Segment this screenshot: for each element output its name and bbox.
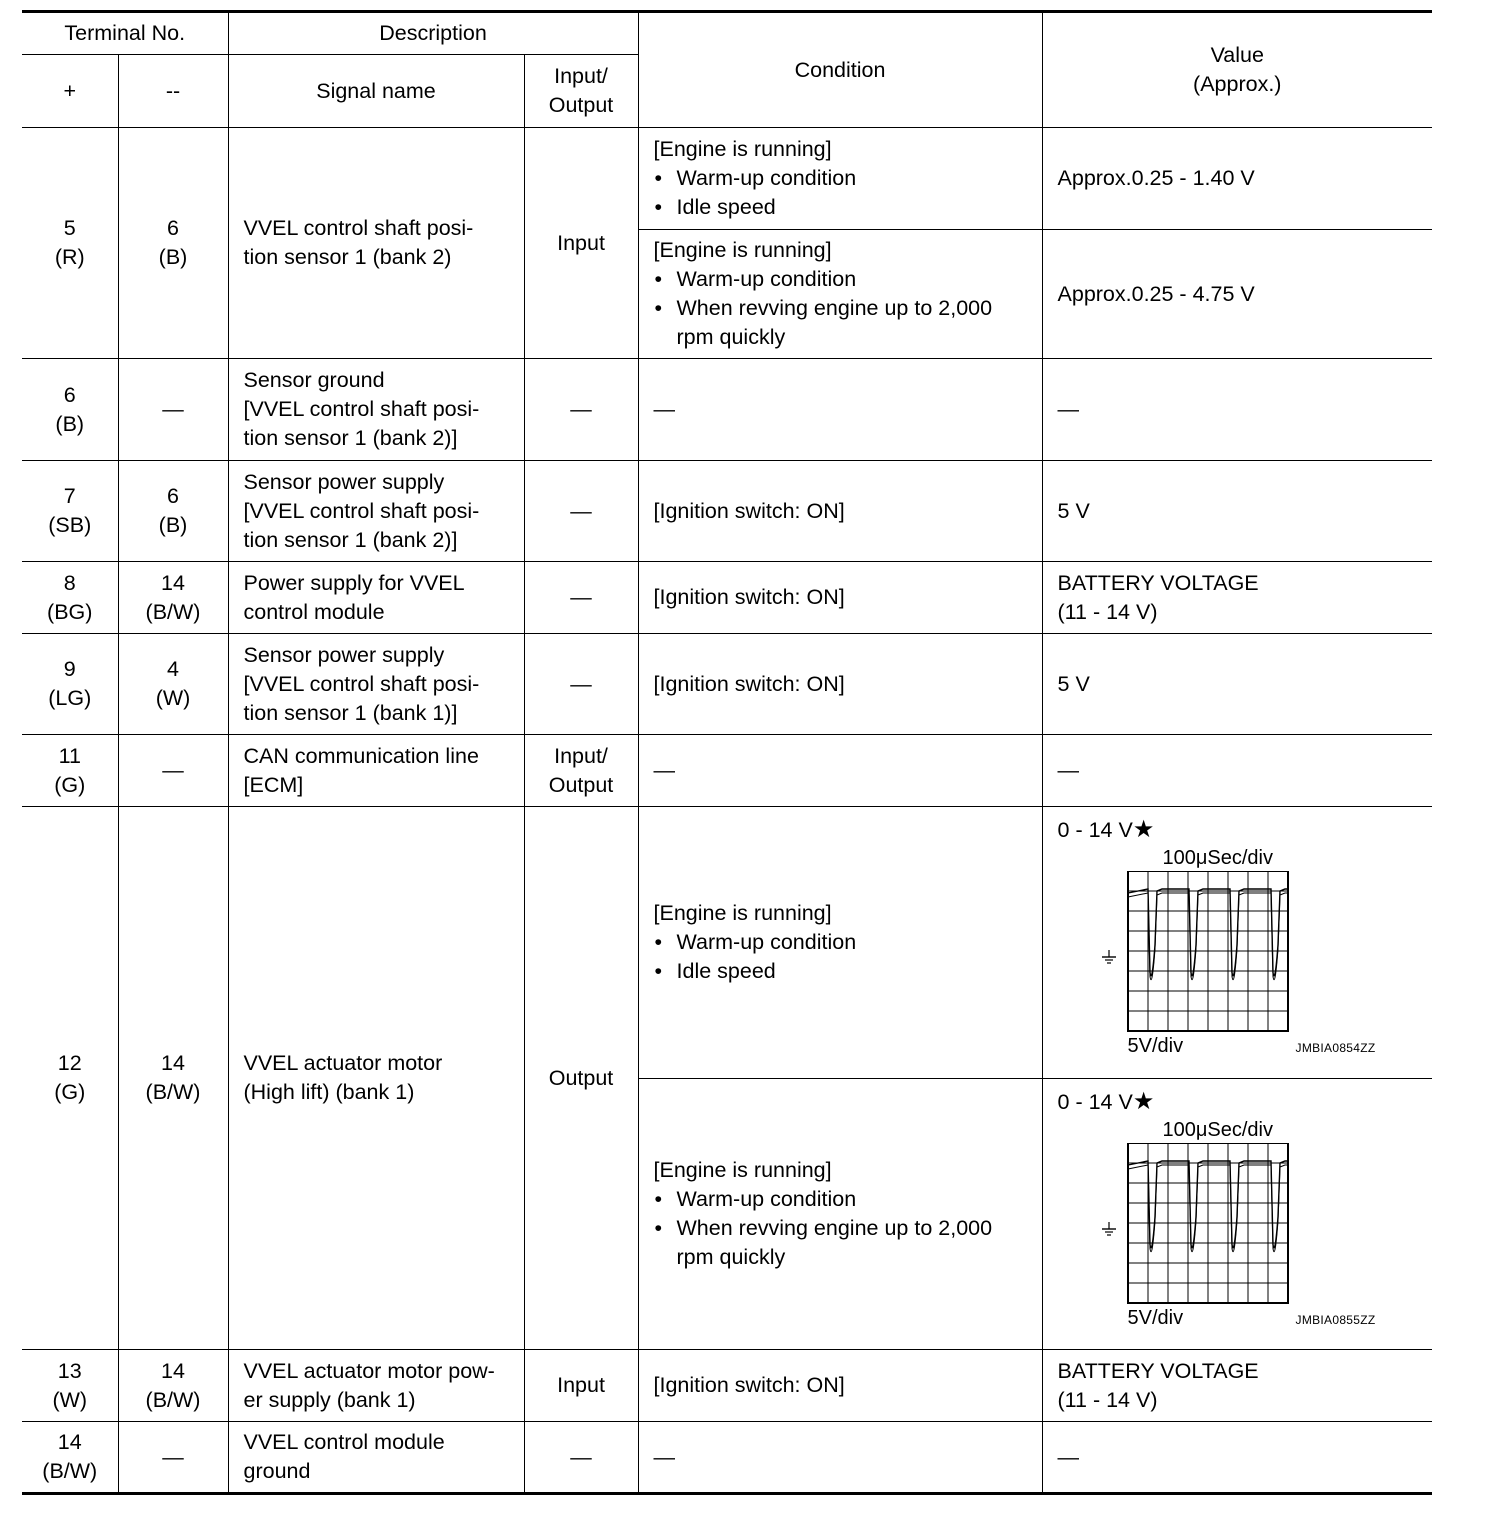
value-cell: BATTERY VOLTAGE (11 - 14 V): [1042, 1350, 1432, 1422]
oscilloscope-screen: [1058, 1143, 1298, 1309]
signal-name: Sensor power supply [VVEL control shaft posi- tion sensor 1 (bank 2)]: [228, 461, 524, 562]
condition-cell: [638, 128, 1042, 230]
figure-code: JMBIA0855ZZ: [1295, 1313, 1376, 1327]
condition-bullet: • Warm-up condition: [654, 265, 1036, 294]
input-output: —: [524, 1422, 638, 1494]
time-division-label: 100μSec/div: [1162, 1119, 1273, 1141]
input-output: —: [524, 359, 638, 461]
signal-name: Sensor power supply [VVEL control shaft posi- tion sensor 1 (bank 1)]: [228, 634, 524, 735]
condition-cell: —: [638, 1422, 1042, 1494]
terminal-minus: —: [118, 735, 228, 807]
range-label: 0 - 14 V: [1057, 1090, 1133, 1114]
header-signal-name: Signal name: [228, 55, 524, 128]
value-cell: Approx.0.25 - 1.40 V: [1042, 128, 1432, 230]
value-cell: Approx.0.25 - 4.75 V: [1042, 230, 1432, 359]
condition-cell: [Ignition switch: ON]: [638, 461, 1042, 562]
input-output: Input/ Output: [524, 735, 638, 807]
input-output: Output: [524, 807, 638, 1350]
header-value: Value (Approx.): [1042, 12, 1432, 128]
condition-head: [Engine is running]: [653, 1158, 832, 1182]
oscilloscope-waveform: [1058, 1119, 1388, 1329]
time-division-label: 100μSec/div: [1162, 847, 1273, 869]
terminal-minus: —: [118, 359, 228, 461]
terminal-plus: 11 (G): [22, 735, 118, 807]
voltage-division-label: 5V/div: [1127, 1035, 1184, 1057]
waveform-range: [1058, 815, 1427, 845]
terminal-plus: 5 (R): [22, 128, 118, 359]
condition-bullet: • Idle speed: [654, 193, 1036, 222]
condition-bullet: • Warm-up condition: [654, 164, 1036, 193]
signal-name: Sensor ground [VVEL control shaft posi- tion sensor 1 (bank 2)]: [228, 359, 524, 461]
input-output: Input: [524, 128, 638, 359]
voltage-division-label: 5V/div: [1127, 1307, 1184, 1329]
waveform-range: [1058, 1087, 1427, 1117]
signal-name: Power supply for VVEL control module: [228, 562, 524, 634]
oscilloscope-waveform: [1058, 847, 1388, 1057]
signal-name: VVEL control shaft posi- tion sensor 1 (bank 2): [228, 128, 524, 359]
table-row: [22, 461, 1432, 562]
condition-cell: [638, 1079, 1042, 1350]
range-label: 0 - 14 V: [1057, 818, 1133, 842]
table-row: [22, 1350, 1432, 1422]
terminal-minus: 14 (B/W): [118, 807, 228, 1350]
value-cell: [1042, 1079, 1432, 1350]
terminal-plus: 7 (SB): [22, 461, 118, 562]
input-output: Input: [524, 1350, 638, 1422]
table-row: [22, 128, 1432, 230]
input-output: —: [524, 562, 638, 634]
table-row: [22, 1422, 1432, 1494]
condition-bullet: • Warm-up condition: [654, 928, 1036, 957]
signal-name: VVEL actuator motor pow- er supply (bank 1): [228, 1350, 524, 1422]
terminal-minus: 14 (B/W): [118, 1350, 228, 1422]
terminal-plus: 14 (B/W): [22, 1422, 118, 1494]
header-input-output: Input/ Output: [524, 55, 638, 128]
terminal-plus: 13 (W): [22, 1350, 118, 1422]
header-terminal-no: Terminal No.: [22, 12, 228, 55]
terminal-minus: 14 (B/W): [118, 562, 228, 634]
terminal-plus: 8 (BG): [22, 562, 118, 634]
value-cell: [1042, 807, 1432, 1079]
condition-cell: [638, 230, 1042, 359]
figure-code: JMBIA0854ZZ: [1295, 1041, 1376, 1055]
condition-bullet: • Idle speed: [654, 957, 1036, 986]
condition-cell: [638, 807, 1042, 1079]
condition-cell: —: [638, 735, 1042, 807]
condition-bullet: • Warm-up condition: [654, 1185, 1036, 1214]
value-cell: —: [1042, 735, 1432, 807]
star-icon: ★: [1132, 816, 1155, 843]
terminal-minus: —: [118, 1422, 228, 1494]
condition-head: [Engine is running]: [653, 137, 832, 161]
header-minus: --: [118, 55, 228, 128]
terminal-minus: 6 (B): [118, 128, 228, 359]
terminal-plus: 6 (B): [22, 359, 118, 461]
value-cell: —: [1042, 1422, 1432, 1494]
terminal-spec-table: [22, 10, 1432, 1495]
table-row: [22, 735, 1432, 807]
condition-head: [Engine is running]: [653, 238, 832, 262]
condition-cell: —: [638, 359, 1042, 461]
table-row: [22, 359, 1432, 461]
condition-head: [Engine is running]: [653, 901, 832, 925]
value-cell: 5 V: [1042, 461, 1432, 562]
table-row: [22, 807, 1432, 1079]
star-icon: ★: [1132, 1088, 1155, 1115]
terminal-minus: 4 (W): [118, 634, 228, 735]
condition-cell: [Ignition switch: ON]: [638, 562, 1042, 634]
table-row: [22, 634, 1432, 735]
condition-bullet: • When revving engine up to 2,000 rpm quickly: [654, 1214, 1036, 1272]
signal-name: VVEL actuator motor (High lift) (bank 1): [228, 807, 524, 1350]
header-plus: +: [22, 55, 118, 128]
condition-bullet: • When revving engine up to 2,000 rpm quickly: [654, 294, 1036, 352]
signal-name: VVEL control module ground: [228, 1422, 524, 1494]
signal-name: CAN communication line [ECM]: [228, 735, 524, 807]
condition-cell: [Ignition switch: ON]: [638, 1350, 1042, 1422]
value-cell: —: [1042, 359, 1432, 461]
table-row: [22, 562, 1432, 634]
header-condition: Condition: [638, 12, 1042, 128]
terminal-plus: 12 (G): [22, 807, 118, 1350]
value-cell: BATTERY VOLTAGE (11 - 14 V): [1042, 562, 1432, 634]
input-output: —: [524, 634, 638, 735]
terminal-plus: 9 (LG): [22, 634, 118, 735]
value-cell: 5 V: [1042, 634, 1432, 735]
header-description: Description: [228, 12, 638, 55]
condition-cell: [Ignition switch: ON]: [638, 634, 1042, 735]
terminal-minus: 6 (B): [118, 461, 228, 562]
oscilloscope-screen: [1058, 871, 1298, 1037]
input-output: —: [524, 461, 638, 562]
